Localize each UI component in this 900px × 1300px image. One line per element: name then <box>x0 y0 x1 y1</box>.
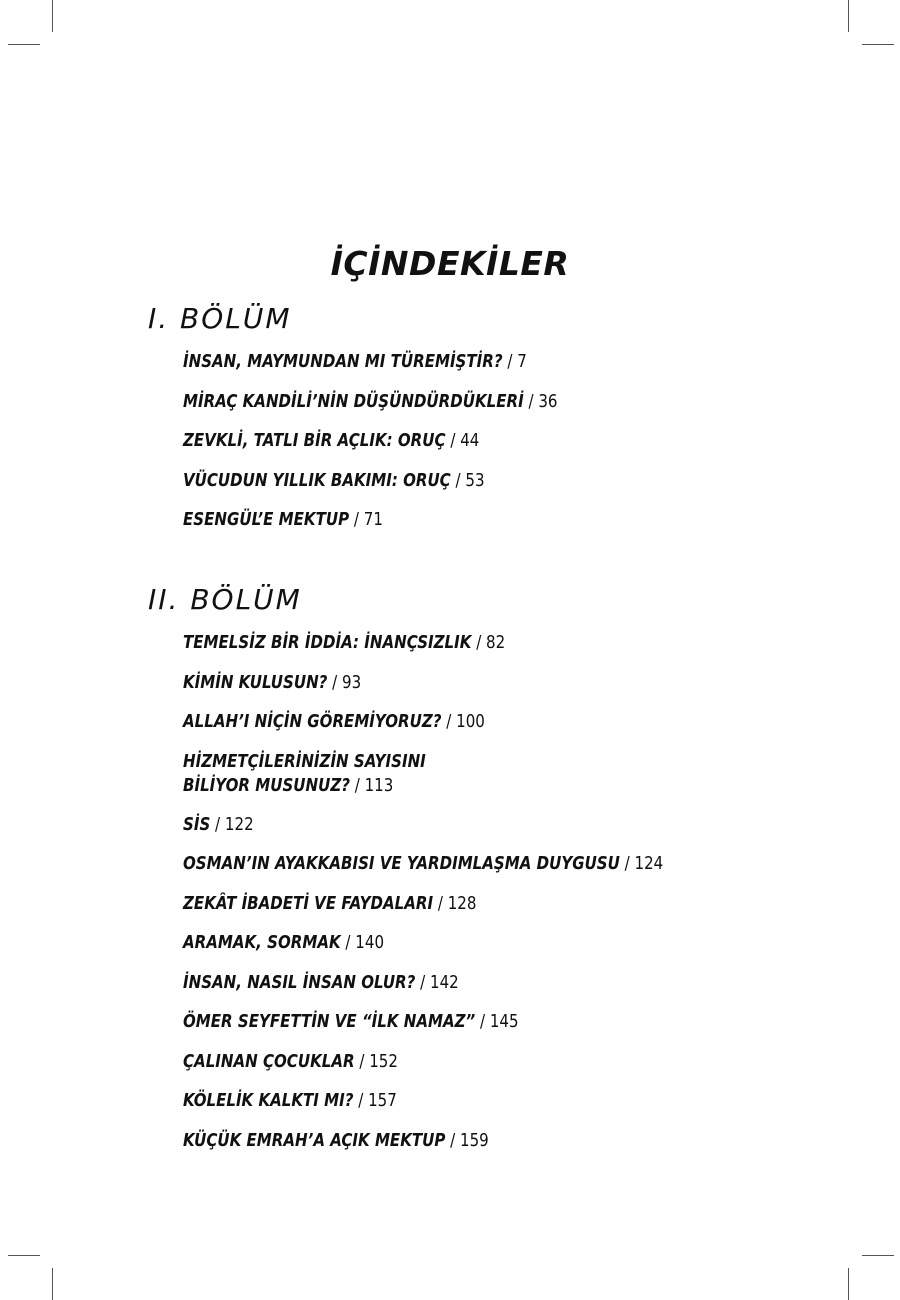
toc-entry-page: 157 <box>368 1091 397 1111</box>
page-separator: / <box>353 1091 369 1111</box>
page-separator: / <box>450 470 466 491</box>
toc-entry[interactable] <box>183 971 663 995</box>
toc-entry-title: MİRAÇ KANDİLİ’NİN DÜŞÜNDÜRDÜKLERİ <box>183 391 524 412</box>
toc-entry[interactable] <box>183 1010 663 1034</box>
toc-entry-title: SİS <box>183 814 211 835</box>
page-title: İÇİNDEKİLER <box>330 244 570 284</box>
toc-entry-page: 71 <box>363 510 383 530</box>
toc-entry[interactable] <box>183 469 557 493</box>
page-separator: / <box>441 712 457 732</box>
toc-entry[interactable] <box>183 813 663 837</box>
page-separator: / <box>619 854 635 874</box>
toc-entry-title: İNSAN, NASIL İNSAN OLUR? <box>183 972 416 993</box>
toc-entry[interactable] <box>183 631 663 655</box>
toc-entry-title: ZEKÂT İBADETİ VE FAYDALARI <box>183 893 434 914</box>
toc-entry-page: 159 <box>460 1130 489 1151</box>
page-separator: / <box>523 391 539 412</box>
toc-entry-page: 82 <box>486 633 506 653</box>
crop-mark-bottom-left <box>8 1255 40 1256</box>
toc-entry-page: 122 <box>224 814 254 835</box>
crop-mark-top-right <box>862 44 894 45</box>
toc-entry-title: ARAMAK, SORMAK <box>183 933 341 953</box>
toc-entry[interactable] <box>183 892 663 916</box>
toc-entry-page: 113 <box>364 775 394 796</box>
toc-entry-page: 140 <box>355 933 385 953</box>
crop-mark-bottom-right <box>862 1255 894 1256</box>
toc-entry-page: 44 <box>460 431 480 451</box>
toc-entry-page: 152 <box>369 1051 398 1072</box>
toc-entry-page: 53 <box>465 470 485 491</box>
page-separator: / <box>433 893 448 914</box>
page-separator: / <box>445 431 461 451</box>
page-separator: / <box>502 352 518 372</box>
toc-entry[interactable] <box>183 429 557 453</box>
toc-entry-title: KÖLELİK KALKTI MI? <box>183 1091 354 1111</box>
toc-entry-page: 7 <box>517 352 527 372</box>
toc-entry[interactable] <box>183 508 557 532</box>
toc-list <box>183 350 618 548</box>
crop-mark-bottom-left <box>52 1268 53 1300</box>
toc-entry-page: 145 <box>489 1012 519 1032</box>
crop-mark-top-left <box>8 44 40 45</box>
toc-entry-title: KİMİN KULUSUN? <box>183 672 328 693</box>
toc-entry-title: KÜÇÜK EMRAH’A AÇIK MEKTUP <box>183 1130 446 1151</box>
toc-entry[interactable] <box>183 931 663 955</box>
toc-entry-title: OSMAN’IN AYAKKABISI VE YARDIMLAŞMA DUYGUSU <box>183 854 620 874</box>
toc-entry-title: VÜCUDUN YILLIK BAKIMI: ORUÇ <box>183 470 451 491</box>
page-separator: / <box>445 1130 461 1151</box>
crop-mark-top-right <box>848 0 849 32</box>
toc-entry[interactable] <box>183 350 557 374</box>
toc-entry-title: ALLAH’I NİÇİN GÖREMİYORUZ? <box>183 712 442 732</box>
toc-entry[interactable] <box>183 710 663 734</box>
page-separator: / <box>475 1012 490 1032</box>
page-separator: / <box>349 775 365 796</box>
page-separator: / <box>340 933 356 953</box>
toc-entry-title: ZEVKLİ, TATLI BİR AÇLIK: ORUÇ <box>183 431 446 451</box>
toc-entry[interactable] <box>183 390 557 414</box>
toc-entry[interactable] <box>183 852 663 876</box>
toc-entry[interactable] <box>183 1050 663 1074</box>
toc-entry[interactable] <box>183 671 663 695</box>
toc-entry-page: 36 <box>538 391 558 412</box>
crop-mark-top-left <box>52 0 53 32</box>
page-separator: / <box>415 972 431 993</box>
crop-mark-bottom-right <box>848 1268 849 1300</box>
page-separator: / <box>471 633 487 653</box>
page-separator: / <box>210 814 225 835</box>
page-separator: / <box>349 510 364 530</box>
toc-entry-title-line: HİZMETÇİLERİNİZİN SAYISINI <box>183 751 426 772</box>
page-separator: / <box>354 1051 370 1072</box>
page-separator: / <box>327 672 343 693</box>
toc-entry-title: İNSAN, MAYMUNDAN MI TÜREMİŞTİR? <box>183 352 503 372</box>
toc-entry-page: 128 <box>447 893 477 914</box>
toc-entry-title: ÇALINAN ÇOCUKLAR <box>183 1051 355 1072</box>
toc-entry-title: TEMELSİZ BİR İDDİA: İNANÇSIZLIK <box>183 633 472 653</box>
toc-entry-page: 124 <box>634 854 664 874</box>
section-heading: I. BÖLÜM <box>148 302 292 335</box>
section-heading: II. BÖLÜM <box>148 583 302 616</box>
toc-list <box>183 631 741 1168</box>
toc-entry[interactable] <box>183 750 663 798</box>
toc-entry-title-line: BİLİYOR MUSUNUZ? <box>183 775 350 796</box>
toc-entry-title: ESENGÜL’E MEKTUP <box>183 510 350 530</box>
toc-entry[interactable] <box>183 1129 663 1153</box>
toc-entry-page: 93 <box>342 672 362 693</box>
toc-entry[interactable] <box>183 1089 663 1113</box>
toc-entry-page: 142 <box>430 972 459 993</box>
toc-entry-title: ÖMER SEYFETTİN VE “İLK NAMAZ” <box>183 1012 476 1032</box>
toc-entry-page: 100 <box>456 712 485 732</box>
